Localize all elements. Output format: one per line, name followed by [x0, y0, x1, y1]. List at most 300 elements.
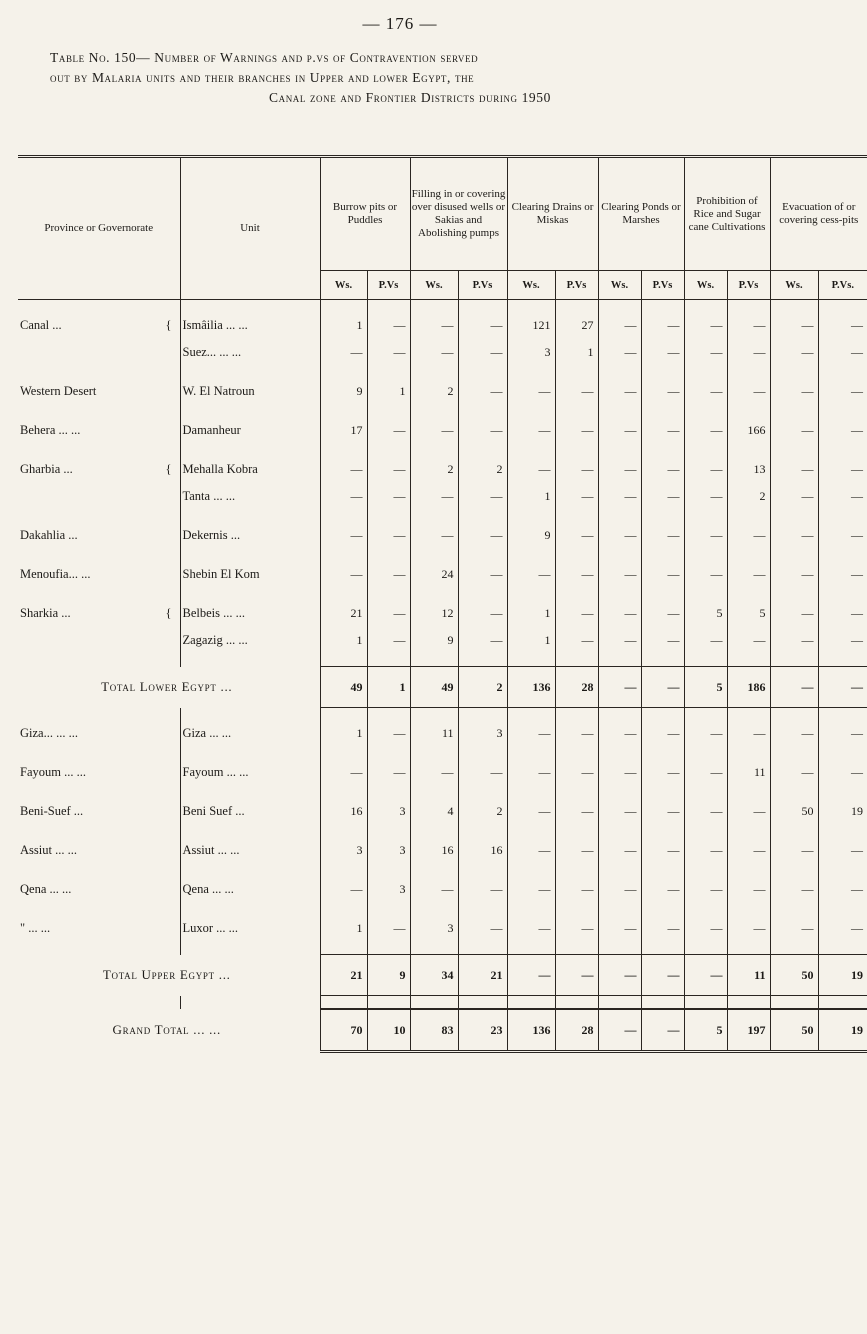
value-cell: —: [598, 798, 641, 825]
total-label: Total Upper Egypt ...: [18, 955, 320, 996]
total-value-cell: 49: [410, 667, 458, 708]
table-row: [18, 915, 867, 942]
value-cell: —: [555, 837, 598, 864]
value-cell: —: [851, 843, 864, 857]
value-cell: —: [555, 378, 598, 405]
value-cell: —: [727, 378, 770, 405]
value-cell: —: [320, 759, 367, 786]
value-cell: 1: [507, 600, 555, 627]
value-cell: —: [684, 837, 727, 864]
value-cell: —: [598, 378, 641, 405]
value-cell: —: [641, 522, 684, 549]
total-value-cell: 21: [458, 955, 507, 996]
table-row: [18, 600, 867, 627]
total-value-cell: 28: [555, 1009, 598, 1052]
value-cell: 5: [684, 600, 727, 627]
value-cell: —: [555, 456, 598, 483]
value-cell: —: [458, 339, 507, 366]
value-cell: 5: [727, 600, 770, 627]
value-cell: 166: [727, 417, 770, 444]
province-cell: [18, 483, 180, 510]
value-cell: —: [320, 339, 367, 366]
table-row: [18, 417, 867, 444]
unit-cell: Zagazig ... ...: [180, 627, 320, 654]
value-cell: —: [684, 312, 727, 339]
value-cell: —: [727, 876, 770, 903]
province-cell: [18, 720, 180, 747]
subheader-cell: P.Vs: [727, 271, 770, 300]
unit-cell: Belbeis ... ...: [180, 600, 320, 627]
unit-cell: W. El Natroun: [180, 378, 320, 405]
total-value-cell: —: [507, 955, 555, 996]
value-cell: —: [684, 798, 727, 825]
value-cell: —: [598, 720, 641, 747]
value-cell: 16: [410, 837, 458, 864]
value-cell: —: [555, 483, 598, 510]
value-cell: —: [320, 876, 367, 903]
value-cell: —: [851, 882, 864, 896]
value-cell: —: [851, 726, 864, 740]
value-cell: 3: [367, 876, 410, 903]
province-label: Fayoum ... ...: [20, 765, 86, 779]
value-cell: —: [770, 561, 818, 588]
value-cell: 17: [320, 417, 367, 444]
value-cell: —: [684, 759, 727, 786]
province-cell: [18, 312, 180, 339]
value-cell: —: [555, 627, 598, 654]
header-group: Burrow pits or Puddles: [320, 157, 410, 271]
total-value-cell: 10: [367, 1009, 410, 1052]
value-cell: —: [367, 915, 410, 942]
value-cell: —: [367, 483, 410, 510]
value-cell: —: [641, 627, 684, 654]
value-cell: —: [770, 483, 818, 510]
value-cell: —: [598, 456, 641, 483]
subheader-cell: P.Vs.: [831, 279, 854, 291]
value-cell: —: [770, 759, 818, 786]
value-cell: —: [367, 522, 410, 549]
value-cell: —: [507, 456, 555, 483]
province-label: Sharkia ...: [20, 606, 71, 620]
value-cell: —: [507, 876, 555, 903]
value-cell: —: [598, 876, 641, 903]
value-cell: —: [851, 318, 864, 332]
province-cell: [18, 522, 180, 549]
total-value-cell: 50: [770, 1009, 818, 1052]
value-cell: —: [458, 915, 507, 942]
unit-cell: Damanheur: [180, 417, 320, 444]
value-cell: —: [410, 759, 458, 786]
value-cell: 16: [320, 798, 367, 825]
unit-cell: Suez... ... ...: [180, 339, 320, 366]
value-cell: —: [727, 798, 770, 825]
value-cell: —: [851, 528, 864, 542]
total-value-cell: —: [555, 955, 598, 996]
value-cell: —: [641, 483, 684, 510]
value-cell: —: [770, 339, 818, 366]
value-cell: —: [507, 561, 555, 588]
unit-cell: Luxor ... ...: [180, 915, 320, 942]
value-cell: —: [367, 456, 410, 483]
value-cell: 2: [458, 456, 507, 483]
value-cell: —: [770, 600, 818, 627]
value-cell: 13: [727, 456, 770, 483]
value-cell: —: [641, 561, 684, 588]
table-row: [18, 876, 867, 903]
brace-mark: {: [165, 318, 172, 332]
value-cell: —: [410, 417, 458, 444]
total-value-cell: 19: [818, 955, 867, 996]
value-cell: —: [684, 720, 727, 747]
province-label: Behera ... ...: [20, 423, 81, 437]
value-cell: 3: [320, 837, 367, 864]
value-cell: —: [320, 522, 367, 549]
value-cell: —: [507, 417, 555, 444]
value-cell: —: [770, 627, 818, 654]
value-cell: —: [410, 522, 458, 549]
province-label: Giza... ... ...: [20, 726, 78, 740]
value-cell: —: [555, 876, 598, 903]
value-cell: —: [851, 384, 864, 398]
unit-cell: Tanta ... ...: [180, 483, 320, 510]
value-cell: —: [851, 921, 864, 935]
value-cell: 19: [851, 804, 864, 818]
value-cell: 4: [410, 798, 458, 825]
province-cell: [18, 339, 180, 366]
unit-cell: Giza ... ...: [180, 720, 320, 747]
header-group: Clearing Drains or Miskas: [507, 157, 598, 271]
unit-cell: Shebin El Kom: [180, 561, 320, 588]
value-cell: —: [598, 627, 641, 654]
value-cell: —: [598, 915, 641, 942]
value-cell: —: [770, 720, 818, 747]
value-cell: 1: [320, 915, 367, 942]
total-value-cell: 28: [555, 667, 598, 708]
value-cell: —: [727, 837, 770, 864]
value-cell: 3: [410, 915, 458, 942]
value-cell: —: [727, 522, 770, 549]
value-cell: 1: [320, 720, 367, 747]
value-cell: 3: [367, 798, 410, 825]
total-value-cell: 136: [507, 667, 555, 708]
total-value-cell: 49: [320, 667, 367, 708]
province-cell: [18, 837, 180, 864]
province-cell: [18, 378, 180, 405]
value-cell: —: [507, 798, 555, 825]
subheader-cell: P.Vs: [641, 271, 684, 300]
value-cell: 21: [320, 600, 367, 627]
value-cell: —: [727, 312, 770, 339]
value-cell: —: [727, 561, 770, 588]
unit-cell: Dekernis ...: [180, 522, 320, 549]
title-line-1: Table No. 150— Number of Warnings and p.vs of Contravention served: [50, 50, 479, 65]
value-cell: 16: [458, 837, 507, 864]
value-cell: 3: [458, 720, 507, 747]
header-unit: Unit: [180, 157, 320, 300]
value-cell: —: [851, 633, 864, 647]
value-cell: 121: [507, 312, 555, 339]
value-cell: —: [367, 627, 410, 654]
value-cell: —: [770, 417, 818, 444]
value-cell: —: [367, 759, 410, 786]
value-cell: —: [641, 759, 684, 786]
value-cell: —: [555, 720, 598, 747]
total-value-cell: 11: [727, 955, 770, 996]
value-cell: —: [641, 915, 684, 942]
value-cell: —: [641, 600, 684, 627]
total-value-cell: 2: [458, 667, 507, 708]
total-value-cell: —: [641, 667, 684, 708]
value-cell: —: [507, 759, 555, 786]
value-cell: —: [684, 339, 727, 366]
value-cell: —: [851, 345, 864, 359]
total-value-cell: 23: [458, 1009, 507, 1052]
province-cell: [18, 417, 180, 444]
province-cell: [18, 759, 180, 786]
warnings-table: [18, 155, 867, 1053]
grand-total-row: [18, 1009, 867, 1052]
value-cell: 2: [727, 483, 770, 510]
subheader-cell: Ws.: [410, 271, 458, 300]
table-row: [18, 378, 867, 405]
value-cell: 1: [320, 312, 367, 339]
value-cell: —: [641, 876, 684, 903]
total-row: [18, 955, 867, 996]
total-value-cell: 70: [320, 1009, 367, 1052]
province-label: Assiut ... ...: [20, 843, 77, 857]
unit-cell: Mehalla Kobra: [180, 456, 320, 483]
table-row: [18, 759, 867, 786]
value-cell: —: [458, 876, 507, 903]
value-cell: —: [851, 462, 864, 476]
total-value-cell: 19: [818, 1009, 867, 1052]
unit-cell: Fayoum ... ...: [180, 759, 320, 786]
total-value-cell: —: [641, 955, 684, 996]
value-cell: —: [727, 915, 770, 942]
value-cell: 1: [555, 339, 598, 366]
total-value-cell: 5: [684, 1009, 727, 1052]
subheader-cell: P.Vs: [367, 271, 410, 300]
value-cell: 27: [555, 312, 598, 339]
unit-cell: Qena ... ...: [180, 876, 320, 903]
value-cell: —: [770, 522, 818, 549]
value-cell: —: [851, 765, 864, 779]
value-cell: 1: [507, 483, 555, 510]
value-cell: —: [507, 378, 555, 405]
value-cell: —: [555, 759, 598, 786]
header-group: Prohibition of Rice and Sugar cane Cultivations: [684, 157, 770, 271]
value-cell: —: [770, 456, 818, 483]
value-cell: 11: [410, 720, 458, 747]
value-cell: —: [555, 798, 598, 825]
value-cell: —: [770, 837, 818, 864]
value-cell: —: [458, 759, 507, 786]
value-cell: —: [367, 312, 410, 339]
value-cell: —: [458, 522, 507, 549]
value-cell: —: [458, 600, 507, 627]
value-cell: —: [458, 483, 507, 510]
value-cell: —: [410, 876, 458, 903]
value-cell: —: [598, 759, 641, 786]
value-cell: 1: [507, 627, 555, 654]
value-cell: —: [684, 915, 727, 942]
total-value-cell: —: [818, 667, 867, 708]
value-cell: —: [367, 720, 410, 747]
header-group: Filling in or covering over disused wells or Sakias and Abolishing pumps: [410, 157, 507, 271]
value-cell: —: [507, 720, 555, 747]
value-cell: —: [458, 312, 507, 339]
value-cell: —: [641, 837, 684, 864]
header-province: Province or Governorate: [18, 157, 180, 300]
province-label: Dakahlia ...: [20, 528, 78, 542]
value-cell: —: [367, 561, 410, 588]
value-cell: 9: [410, 627, 458, 654]
value-cell: 2: [410, 456, 458, 483]
province-cell: [18, 561, 180, 588]
table-row: [18, 837, 867, 864]
unit-cell: Assiut ... ...: [180, 837, 320, 864]
table-row: [18, 339, 867, 366]
table-row: [18, 456, 867, 483]
total-value-cell: 197: [727, 1009, 770, 1052]
value-cell: 9: [320, 378, 367, 405]
value-cell: —: [851, 606, 864, 620]
province-cell: [18, 876, 180, 903]
value-cell: 2: [458, 798, 507, 825]
province-label: Gharbia ...: [20, 462, 73, 476]
value-cell: —: [770, 378, 818, 405]
total-value-cell: 5: [684, 667, 727, 708]
table-title: [40, 48, 780, 108]
province-cell: [18, 600, 180, 627]
value-cell: —: [555, 417, 598, 444]
value-cell: —: [598, 417, 641, 444]
value-cell: 3: [507, 339, 555, 366]
value-cell: —: [555, 600, 598, 627]
total-value-cell: 9: [367, 955, 410, 996]
table-row: [18, 561, 867, 588]
value-cell: —: [851, 567, 864, 581]
value-cell: —: [641, 720, 684, 747]
value-cell: —: [598, 312, 641, 339]
table-row: [18, 720, 867, 747]
value-cell: —: [641, 378, 684, 405]
value-cell: —: [367, 339, 410, 366]
value-cell: —: [555, 915, 598, 942]
value-cell: —: [410, 339, 458, 366]
subheader-cell: Ws.: [770, 271, 818, 300]
province-cell: [18, 627, 180, 654]
table-row: [18, 312, 867, 339]
province-label: Western Desert: [20, 384, 97, 398]
table-row: [18, 798, 867, 825]
province-cell: [18, 798, 180, 825]
value-cell: —: [507, 837, 555, 864]
value-cell: —: [598, 561, 641, 588]
value-cell: —: [851, 489, 864, 503]
total-value-cell: —: [598, 1009, 641, 1052]
value-cell: —: [684, 627, 727, 654]
value-cell: —: [555, 522, 598, 549]
value-cell: —: [684, 456, 727, 483]
total-value-cell: 83: [410, 1009, 458, 1052]
value-cell: —: [598, 522, 641, 549]
value-cell: —: [598, 600, 641, 627]
total-value-cell: 50: [770, 955, 818, 996]
value-cell: —: [684, 522, 727, 549]
value-cell: 1: [367, 378, 410, 405]
value-cell: —: [598, 837, 641, 864]
value-cell: —: [684, 378, 727, 405]
table-header: [18, 157, 867, 300]
subheader-cell: P.Vs: [458, 271, 507, 300]
title-line-2: out by Malaria units and their branches in Upper and lower Egypt, the: [50, 70, 475, 85]
value-cell: —: [684, 876, 727, 903]
page-number: — 176 —: [362, 14, 438, 33]
brace-mark: {: [165, 462, 172, 476]
total-value-cell: —: [770, 667, 818, 708]
table-row: [18, 483, 867, 510]
value-cell: —: [727, 627, 770, 654]
province-label: " ... ...: [20, 921, 51, 935]
value-cell: —: [641, 339, 684, 366]
value-cell: —: [770, 876, 818, 903]
value-cell: —: [458, 378, 507, 405]
value-cell: 12: [410, 600, 458, 627]
total-value-cell: 1: [367, 667, 410, 708]
province-label: Canal ...: [20, 318, 62, 332]
value-cell: —: [367, 417, 410, 444]
header-group: Evacuation of or covering cess-pits: [770, 157, 867, 271]
brace-mark: {: [165, 606, 172, 620]
value-cell: —: [727, 339, 770, 366]
total-value-cell: 21: [320, 955, 367, 996]
value-cell: —: [770, 915, 818, 942]
value-cell: —: [598, 339, 641, 366]
total-value-cell: —: [684, 955, 727, 996]
title-line-3: Canal zone and Frontier Districts during 1950: [268, 90, 551, 105]
value-cell: —: [641, 312, 684, 339]
subheader-cell: Ws.: [684, 271, 727, 300]
value-cell: 50: [770, 798, 818, 825]
total-value-cell: —: [598, 667, 641, 708]
value-cell: 11: [727, 759, 770, 786]
value-cell: —: [851, 423, 864, 437]
value-cell: —: [458, 627, 507, 654]
province-label: Qena ... ...: [20, 882, 72, 896]
subheader-cell: P.Vs: [555, 271, 598, 300]
unit-cell: Ismâilia ... ...: [180, 312, 320, 339]
value-cell: —: [684, 483, 727, 510]
value-cell: 1: [320, 627, 367, 654]
value-cell: —: [320, 483, 367, 510]
value-cell: —: [410, 312, 458, 339]
value-cell: —: [320, 456, 367, 483]
value-cell: 2: [410, 378, 458, 405]
total-label: Grand Total ... ...: [18, 1009, 320, 1052]
value-cell: —: [727, 720, 770, 747]
total-label: Total Lower Egypt ...: [18, 667, 320, 708]
value-cell: —: [555, 561, 598, 588]
total-value-cell: 136: [507, 1009, 555, 1052]
value-cell: —: [684, 417, 727, 444]
subheader-cell: Ws.: [320, 271, 367, 300]
unit-cell: Beni Suef ...: [180, 798, 320, 825]
subheader-cell: Ws.: [598, 271, 641, 300]
total-value-cell: —: [641, 1009, 684, 1052]
value-cell: —: [641, 798, 684, 825]
value-cell: —: [641, 417, 684, 444]
